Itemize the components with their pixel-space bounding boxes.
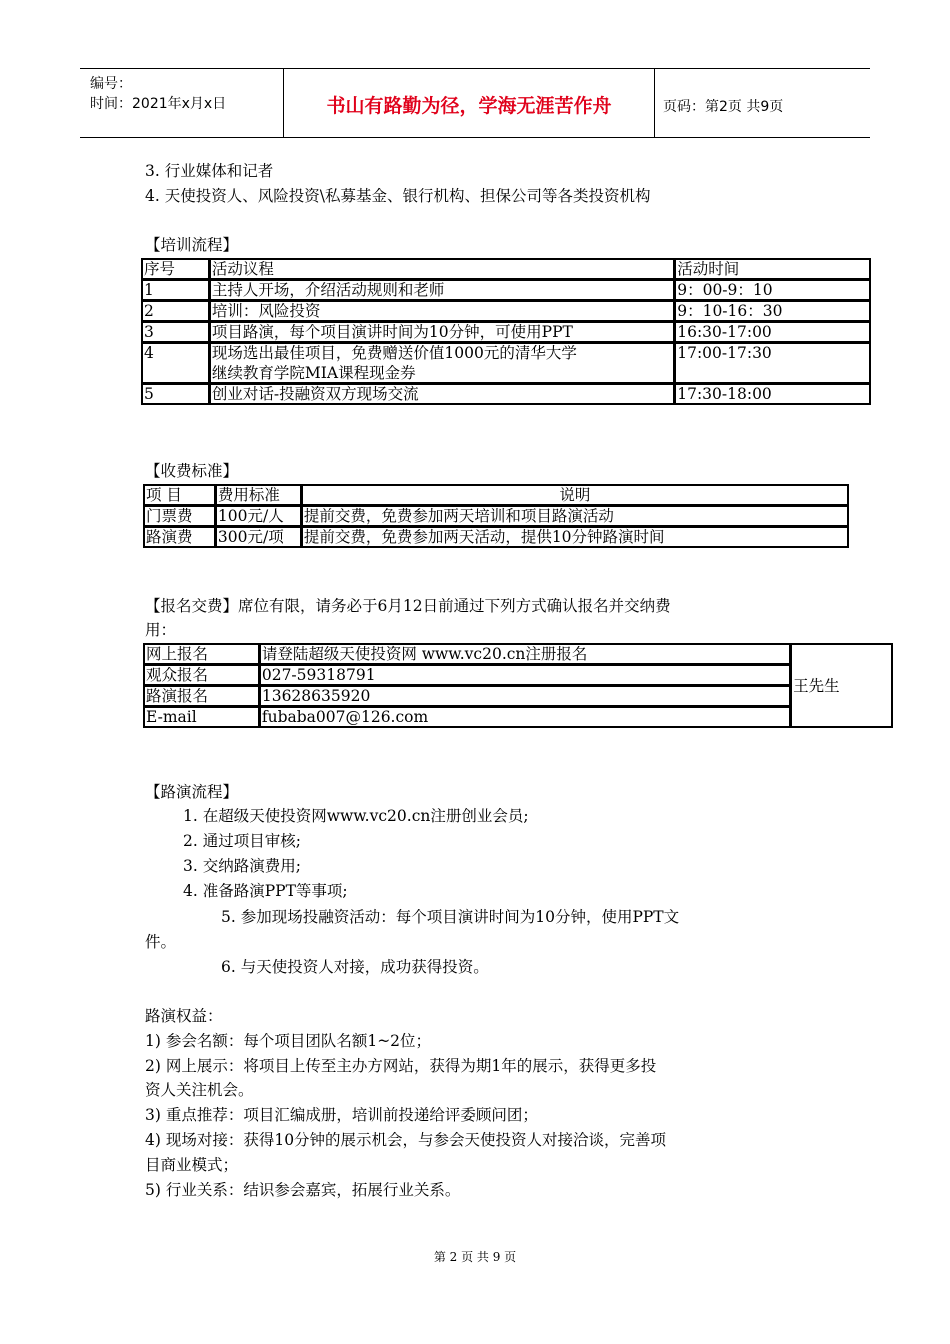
benefit-line: 2) 网上展示：将项目上传至主办方网站，获得为期1年的展示，获得更多投 xyxy=(145,1057,657,1075)
table-cell: 100元/人 xyxy=(215,506,301,527)
agenda-line: 继续教育学院MIA课程现金券 xyxy=(211,364,416,382)
fees-table xyxy=(143,484,849,548)
table-header-cell: 活动时间 xyxy=(675,259,871,280)
benefit-line: 3) 重点推荐：项目汇编成册，培训前投递给评委顾问团； xyxy=(145,1106,538,1124)
table-row xyxy=(144,644,893,665)
intro-item: 4. 天使投资人、风险投资\私募基金、银行机构、担保公司等各类投资机构 xyxy=(145,187,651,205)
roadshow-step-cont: 件。 xyxy=(145,933,177,951)
header-page-info: 页码：第2页 共9页 xyxy=(663,99,784,115)
page-footer: 第 2 页 共 9 页 xyxy=(433,1250,517,1264)
roadshow-step: 1. 在超级天使投资网www.vc20.cn注册创业会员; xyxy=(183,807,529,825)
header-motto: 书山有路勤为径，学海无涯苦作舟 xyxy=(326,95,612,117)
table-cell: 创业对话-投融资双方现场交流 xyxy=(209,384,674,405)
agenda-line: 现场选出最佳项目，免费赠送价值1000元的清华大学 xyxy=(211,344,577,362)
header-motto-cell xyxy=(284,69,655,137)
table-cell: 13628635920 xyxy=(259,686,790,707)
table-cell: 5 xyxy=(142,384,210,405)
table-cell: E-mail xyxy=(144,707,260,728)
roadshow-heading: 【路演流程】 xyxy=(145,783,239,801)
table-header-row xyxy=(142,259,871,280)
table-row xyxy=(144,506,849,527)
contact-person: 王先生 xyxy=(791,644,893,728)
table-header-cell: 活动议程 xyxy=(209,259,674,280)
roadshow-step: 5. 参加现场投融资活动：每个项目演讲时间为10分钟，使用PPT文 xyxy=(221,908,680,926)
table-cell: 提前交费，免费参加两天培训和项目路演活动 xyxy=(301,506,848,527)
table-cell: 1 xyxy=(142,280,210,301)
roadshow-step: 2. 通过项目审核; xyxy=(183,832,301,850)
table-row xyxy=(144,665,893,686)
intro-item: 3. 行业媒体和记者 xyxy=(145,162,274,180)
table-cell: 观众报名 xyxy=(144,665,260,686)
table-row xyxy=(144,527,849,548)
table-cell: 16:30-17:00 xyxy=(675,322,871,343)
table-row xyxy=(142,322,871,343)
benefit-line: 目商业模式； xyxy=(145,1156,239,1174)
roadshow-step: 6. 与天使投资人对接，成功获得投资。 xyxy=(221,958,489,976)
roadshow-step: 3. 交纳路演费用; xyxy=(183,857,301,875)
table-row xyxy=(142,280,871,301)
table-header-cell: 费用标准 xyxy=(215,485,301,506)
table-cell: 027-59318791 xyxy=(259,665,790,686)
table-cell: 项目路演，每个项目演讲时间为10分钟，可使用PPT xyxy=(209,322,674,343)
table-cell: 路演报名 xyxy=(144,686,260,707)
table-header-cell: 项 目 xyxy=(144,485,216,506)
table-row xyxy=(144,686,893,707)
roadshow-step: 4. 准备路演PPT等事项; xyxy=(183,882,348,900)
table-row xyxy=(142,384,871,405)
benefit-line: 1) 参会名额：每个项目团队名额1~2位； xyxy=(145,1032,432,1050)
table-cell: 门票费 xyxy=(144,506,216,527)
table-cell: fubaba007@126.com xyxy=(259,707,790,728)
table-cell: 提前交费，免费参加两天活动，提供10分钟路演时间 xyxy=(301,527,848,548)
table-header-cell: 说明 xyxy=(301,485,848,506)
table-cell: 请登陆超级天使投资网 www.vc20.cn注册报名 xyxy=(259,644,790,665)
table-cell: 17:00-17:30 xyxy=(675,343,871,384)
table-cell: 2 xyxy=(142,301,210,322)
table-cell: 培训：风险投资 xyxy=(209,301,674,322)
registration-table xyxy=(143,643,893,728)
table-row xyxy=(144,707,893,728)
document-number-label: 编号： xyxy=(90,76,132,92)
table-cell: 17:30-18:00 xyxy=(675,384,871,405)
table-cell: 路演费 xyxy=(144,527,216,548)
table-header-row xyxy=(144,485,849,506)
page-header xyxy=(80,68,870,138)
table-cell: 9：00-9：10 xyxy=(675,280,871,301)
table-cell: 9：10-16：30 xyxy=(675,301,871,322)
table-header-cell: 序号 xyxy=(142,259,210,280)
table-row xyxy=(142,301,871,322)
benefit-line: 5) 行业关系：结识参会嘉宾，拓展行业关系。 xyxy=(145,1181,461,1199)
document-time-label: 时间：2021年x月x日 xyxy=(90,96,227,112)
header-page-cell xyxy=(655,69,870,137)
training-heading: 【培训流程】 xyxy=(145,236,239,254)
table-cell xyxy=(209,343,674,384)
table-cell: 主持人开场，介绍活动规则和老师 xyxy=(209,280,674,301)
registration-heading-cont: 用： xyxy=(145,621,177,639)
table-cell: 3 xyxy=(142,322,210,343)
registration-heading: 【报名交费】席位有限，请务必于6月12日前通过下列方式确认报名并交纳费 xyxy=(145,597,671,615)
benefit-line: 资人关注机会。 xyxy=(145,1081,254,1099)
header-meta xyxy=(80,69,284,137)
table-cell: 4 xyxy=(142,343,210,384)
table-row xyxy=(142,343,871,384)
benefit-line: 4) 现场对接：获得10分钟的展示机会，与参会天使投资人对接洽谈，完善项 xyxy=(145,1131,667,1149)
table-cell: 300元/项 xyxy=(215,527,301,548)
benefits-heading: 路演权益： xyxy=(145,1007,223,1025)
training-table xyxy=(141,258,871,405)
fees-heading: 【收费标准】 xyxy=(145,462,239,480)
table-cell: 网上报名 xyxy=(144,644,260,665)
